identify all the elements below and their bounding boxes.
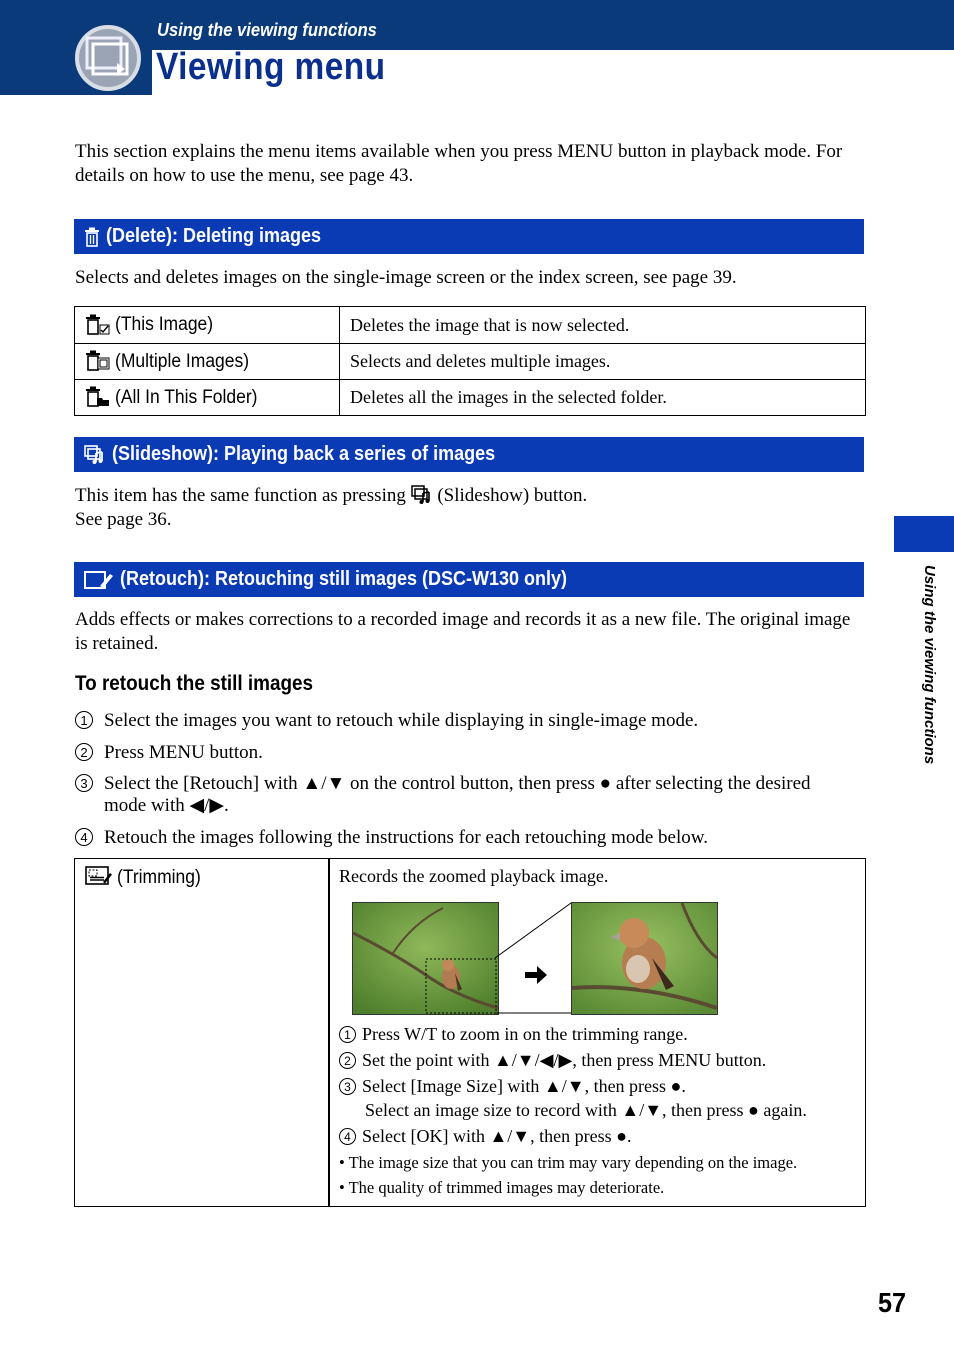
list-item (339, 1125, 631, 1147)
trimming-label-cell (85, 865, 208, 889)
slideshow-text-a: This item has the same function as pressing (75, 485, 406, 506)
trimming-note: • The image size that you can trim may vary depending on the image. (339, 1153, 798, 1172)
step-number: 4 (75, 828, 93, 846)
delete-option-label: (All In This Folder) (115, 386, 258, 408)
list-item (339, 1049, 766, 1071)
slideshow-heading: (Slideshow): Playing back a series of images (112, 443, 496, 465)
slideshow-see-page: See page 36. (75, 509, 172, 530)
trimming-table (74, 858, 866, 1207)
list-item (75, 710, 855, 732)
slideshow-text-b: (Slideshow) button. (437, 485, 588, 506)
step-number: 1 (75, 711, 93, 729)
trim-after-image (571, 902, 718, 1015)
delete-option-label: (Multiple Images) (115, 350, 250, 372)
list-item (339, 1075, 686, 1097)
section-title: Using the viewing functions (157, 20, 377, 40)
zoom-guide-lines (495, 902, 575, 1015)
slideshow-heading-bar (74, 437, 864, 472)
retouch-heading-bar (74, 562, 864, 597)
trimming-note: • The quality of trimmed images may deteriorate. (339, 1178, 665, 1197)
step-text: Press MENU button. (104, 742, 263, 763)
delete-heading-bar (74, 219, 864, 254)
side-tab-label: Using the viewing functions (921, 565, 938, 765)
delete-this-image-icon (85, 314, 111, 336)
list-item (75, 773, 855, 816)
list-item (75, 742, 855, 764)
step-number: 2 (339, 1052, 356, 1069)
delete-multiple-icon (85, 350, 111, 372)
slideshow-icon (411, 484, 433, 506)
page-number: 57 (878, 1287, 907, 1318)
retouch-heading: (Retouch): Retouching still images (DSC-W130 only) (120, 568, 568, 590)
step-text: Select the [Retouch] with ▲/▼ on the control button, then press ● after selecting the desired mode with ◀/▶. (104, 773, 811, 816)
side-tab-marker (894, 516, 954, 552)
step-text: Select the images you want to retouch while displaying in single-image mode. (104, 710, 699, 731)
list-item (75, 827, 855, 849)
step-text: Select [OK] with ▲/▼, then press ●. (362, 1126, 632, 1146)
trim-before-image (352, 902, 499, 1015)
retouch-icon (84, 569, 114, 591)
table-row (75, 344, 866, 380)
retouch-description: Adds effects or makes corrections to a recorded image and records it as a new file. The original image is retained. (75, 609, 851, 654)
trimming-label: (Trimming) (117, 867, 201, 888)
step-number: 3 (75, 774, 93, 792)
playback-menu-icon (73, 23, 143, 93)
step-text: Set the point with ▲/▼/◀/▶, then press MENU button. (362, 1050, 767, 1070)
delete-description: Selects and deletes images on the single-image screen or the index screen, see page 39. (75, 267, 737, 288)
list-item (365, 1099, 807, 1121)
delete-option-label: (This Image) (115, 314, 214, 335)
step-text: Press W/T to zoom in on the trimming range. (362, 1024, 688, 1044)
delete-heading: (Delete): Deleting images (106, 225, 322, 247)
intro-paragraph: This section explains the menu items available when you press MENU button in playback mode. For details on how to use the menu, see page 43. (75, 141, 843, 186)
list-item (339, 1023, 688, 1045)
step-text: Retouch the images following the instructions for each retouching mode below. (104, 827, 708, 848)
trimming-icon (85, 865, 113, 887)
step-number: 3 (339, 1078, 356, 1095)
trash-icon (84, 227, 100, 247)
retouch-subheading: To retouch the still images (75, 672, 314, 695)
step-text: Select [Image Size] with ▲/▼, then press ●. (362, 1076, 686, 1096)
step-text: Select an image size to record with ▲/▼, then press ● again. (365, 1100, 807, 1120)
step-number: 2 (75, 743, 93, 761)
trimming-desc: Records the zoomed playback image. (339, 866, 609, 886)
delete-table (74, 306, 866, 416)
slideshow-icon (84, 444, 106, 466)
page-title: Viewing menu (156, 46, 386, 88)
delete-option-desc: Deletes the image that is now selected. (340, 307, 866, 344)
delete-folder-icon (85, 386, 111, 408)
column-divider (328, 859, 330, 1206)
slideshow-description (75, 484, 855, 532)
delete-option-desc: Deletes all the images in the selected folder. (340, 380, 866, 416)
step-number: 1 (339, 1026, 356, 1043)
table-row (75, 380, 866, 416)
table-row (75, 307, 866, 344)
step-number: 4 (339, 1128, 356, 1145)
delete-option-desc: Selects and deletes multiple images. (340, 344, 866, 380)
